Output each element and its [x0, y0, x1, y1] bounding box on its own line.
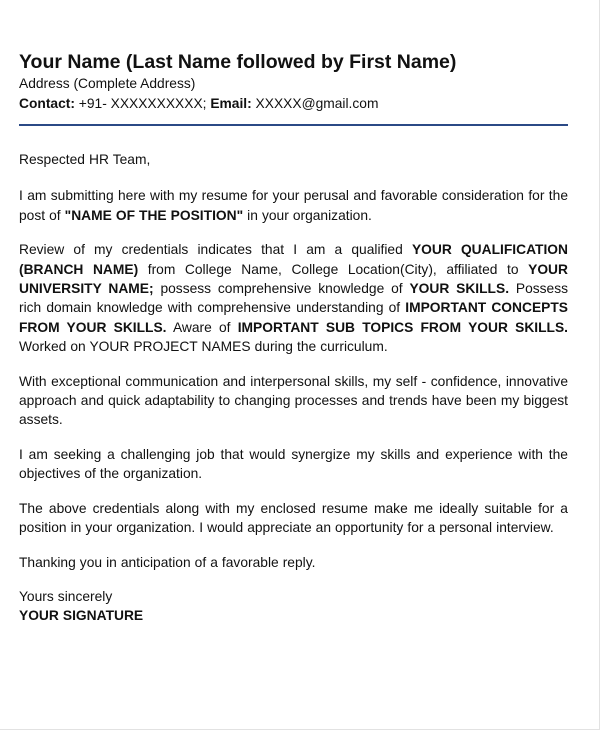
contact-line — [19, 94, 568, 114]
skills: YOUR SKILLS. — [409, 281, 510, 297]
text-run: Aware of — [166, 319, 238, 335]
university-name: YOUR UNIVERSITY NAME; — [19, 261, 568, 297]
signature — [19, 606, 568, 625]
applicant-name: Your Name (Last Name followed by First Name) — [19, 51, 457, 73]
important-concepts: IMPORTANT CONCEPTS FROM YOUR SKILLS. — [19, 300, 568, 335]
closing: Yours sincerely — [19, 588, 113, 604]
qualification: YOUR QUALIFICATION (BRANCH NAME) — [19, 242, 568, 277]
paragraph-thanks: Thanking you in anticipation of a favorable reply. — [19, 554, 316, 570]
paragraph-skills: With exceptional communication and interpersonal skills, my self - confidence, innovative approach and quick adaptability to changing processes and trends have been my biggest assets. — [19, 373, 568, 428]
header-divider — [19, 124, 568, 126]
text-run: from College Name, College Location(City), affiliated to — [138, 261, 529, 277]
contact-label: Contact: — [19, 96, 75, 111]
contact-email: XXXXX@gmail.com — [251, 96, 379, 111]
text-run: possess comprehensive knowledge of — [153, 281, 410, 297]
text-run: Possess rich domain knowledge with comprehensive understanding of — [19, 281, 569, 316]
paragraph-suitability: The above credentials along with my enclosed resume make me ideally suitable for a position in your organization. I would appreciate an opportunity for a personal interview. — [19, 500, 568, 536]
signature-text: YOUR SIGNATURE — [19, 608, 144, 624]
letter-content — [19, 50, 568, 626]
text-run: I am submitting here with my resume for your perusal and favorable consideration for the post of — [19, 188, 568, 223]
applicant-address: Address (Complete Address) — [19, 76, 196, 91]
contact-phone: +91- XXXXXXXXXX; — [74, 96, 211, 111]
email-label: Email: — [210, 96, 252, 111]
position-name: "NAME OF THE POSITION" — [64, 207, 244, 223]
paragraph-credentials — [19, 240, 568, 356]
sub-topics: IMPORTANT SUB TOPICS FROM YOUR SKILLS. — [237, 319, 569, 335]
paragraph-intro — [19, 186, 568, 225]
text-run: Review of my credentials indicates that I am a qualified — [19, 242, 412, 258]
paragraph-goal: I am seeking a challenging job that would synergize my skills and experience with the objectives of the organization. — [19, 446, 568, 482]
text-run: Worked on YOUR PROJECT NAMES during the curriculum. — [19, 339, 388, 355]
text-run: in your organization. — [243, 207, 372, 223]
salutation: Respected HR Team, — [19, 152, 151, 167]
